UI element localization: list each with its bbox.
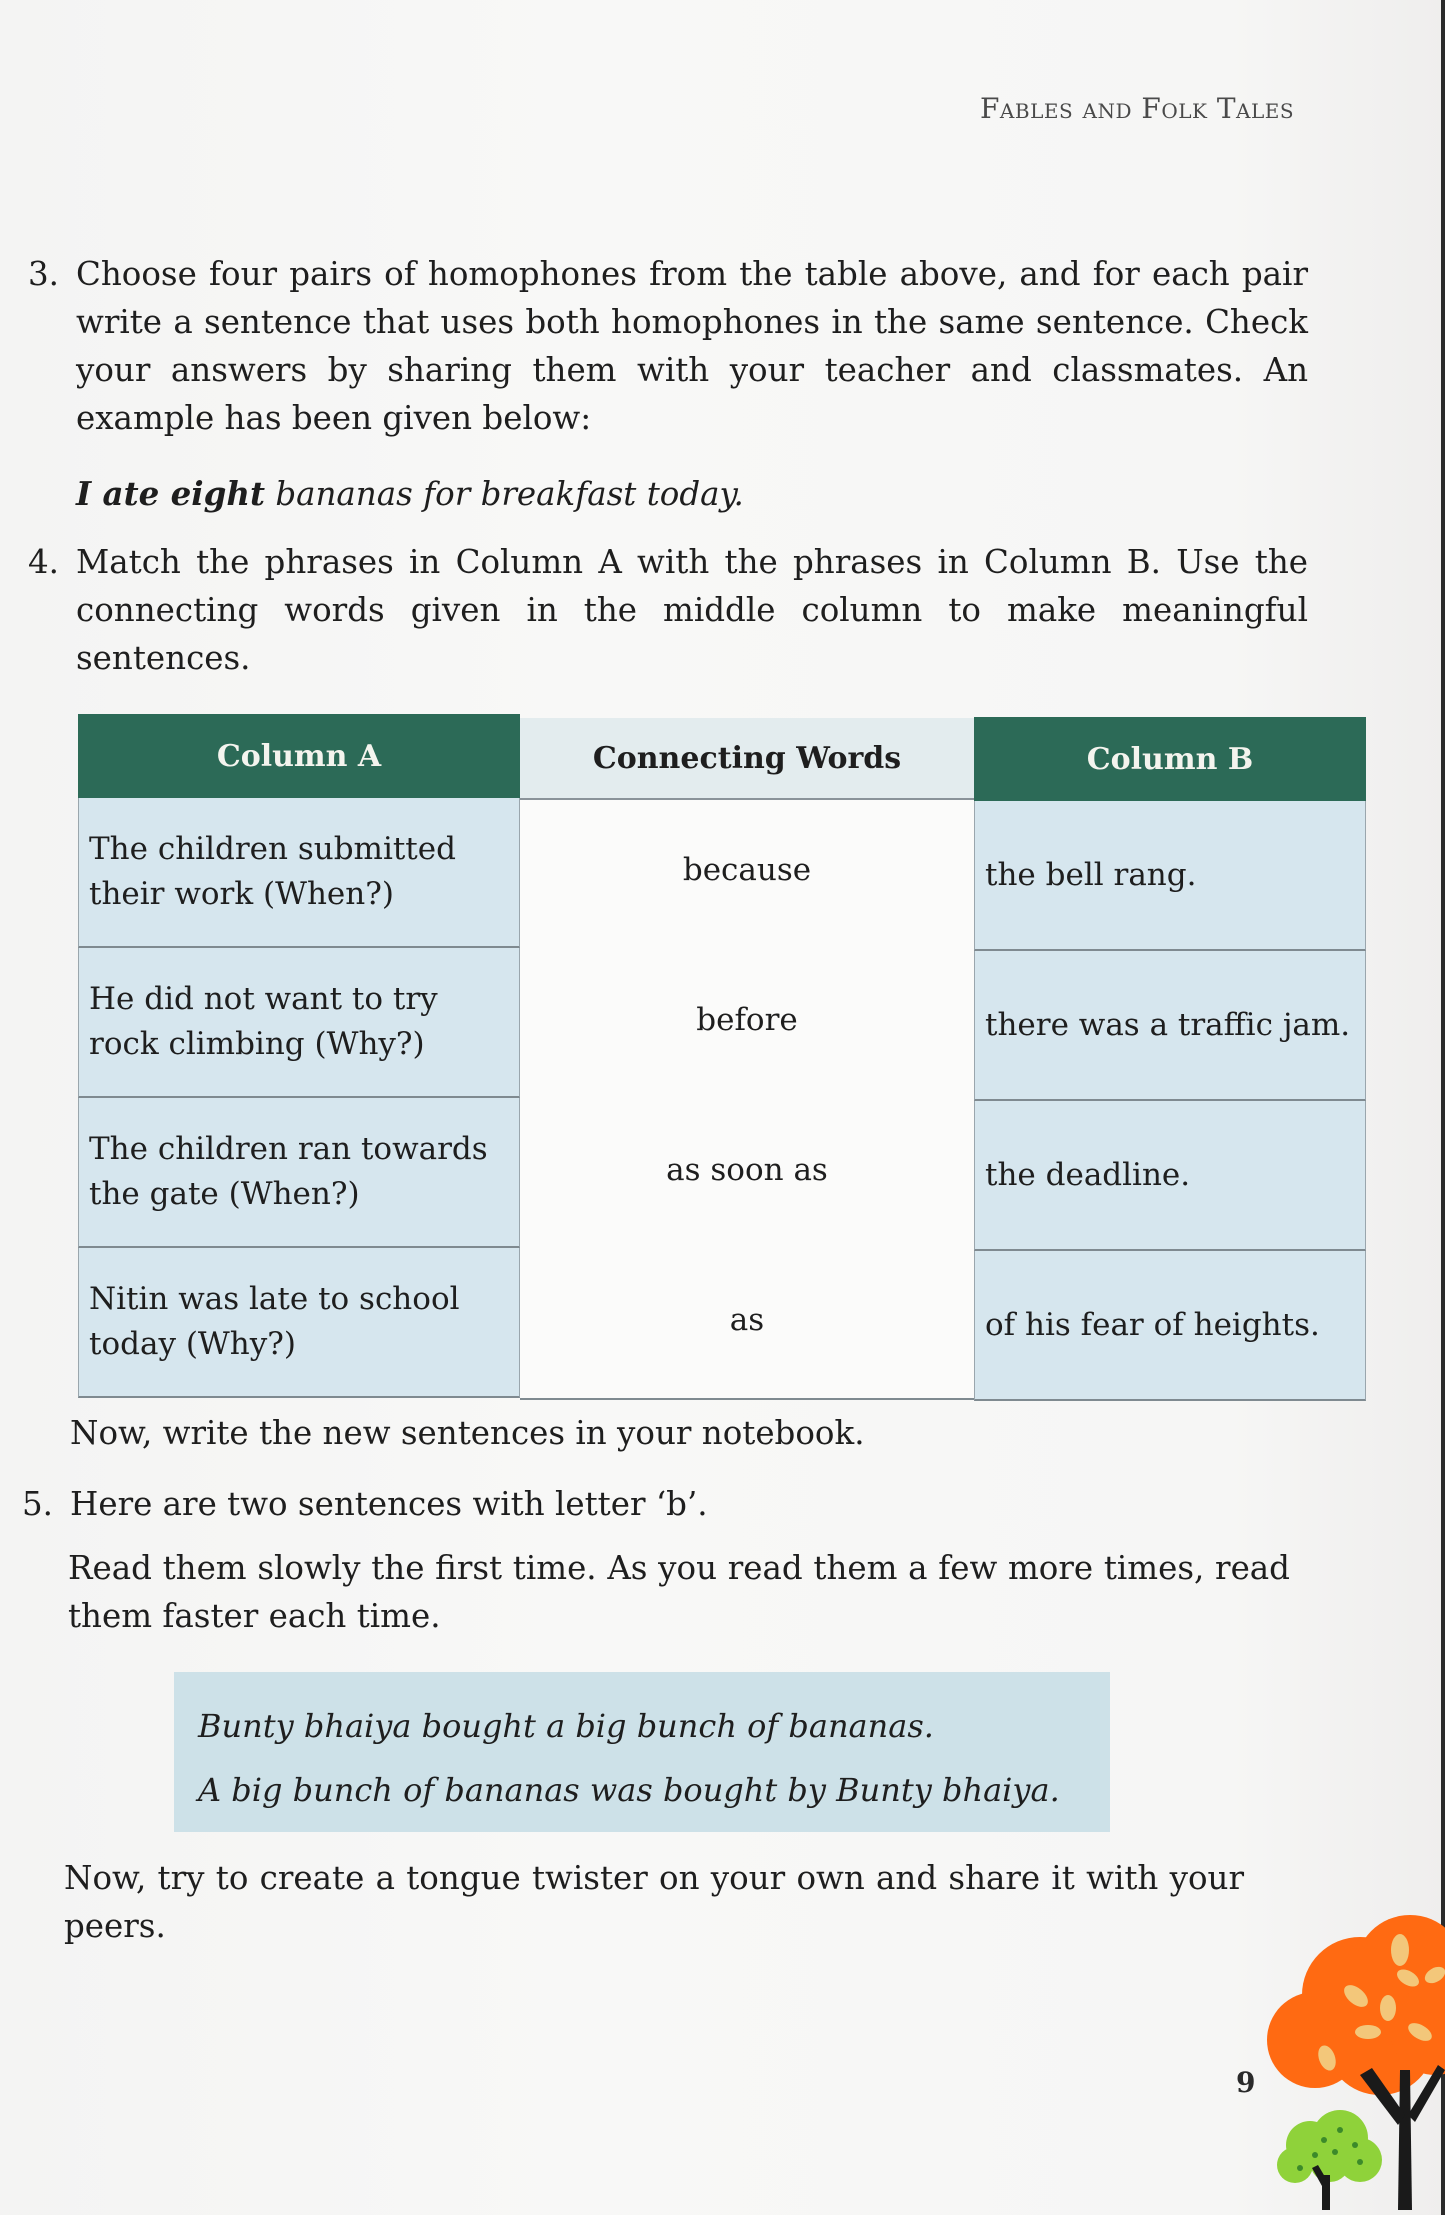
closing-instruction: Now, try to create a tongue twister on your own and share it with your peers. bbox=[64, 1859, 1244, 1945]
connecting-word: as soon as bbox=[666, 1151, 828, 1188]
question-number: 3. bbox=[28, 255, 60, 293]
page-edge bbox=[1441, 0, 1445, 2215]
tongue-twister-box bbox=[174, 1672, 1110, 1832]
reading-instruction: Read them slowly the first time. As you read them a few more times, read them faster each time. bbox=[68, 1549, 1290, 1635]
question-text: Choose four pairs of homophones from the table above, and for each pair write a sentence that uses both homophones in the same sentence. Check your answers by sharing them with your teacher and classmates. An example has been given below: bbox=[76, 255, 1308, 437]
column-a-header: Column A bbox=[78, 714, 520, 798]
column-a-cell: The children ran towards the gate (When?) bbox=[78, 1098, 520, 1248]
connecting-words-column bbox=[520, 714, 974, 1398]
table-followup-text: Now, write the new sentences in your notebook. bbox=[70, 1414, 865, 1452]
connecting-word: because bbox=[682, 851, 812, 888]
question-5 bbox=[22, 1480, 1302, 1528]
column-b-cell: the bell rang. bbox=[974, 801, 1366, 951]
question-3 bbox=[28, 250, 1308, 442]
question-number: 4. bbox=[28, 543, 60, 581]
column-b-header: Column B bbox=[974, 717, 1366, 801]
column-a-cell: He did not want to try rock climbing (Why?) bbox=[78, 948, 520, 1098]
example-rest: bananas for breakfast today. bbox=[264, 475, 744, 513]
tongue-twister-line: A big bunch of bananas was bought by Bunty bhaiya. bbox=[198, 1771, 1060, 1809]
connecting-words-cells bbox=[520, 800, 974, 1400]
matching-table bbox=[78, 714, 1351, 1398]
tongue-twister-line: Bunty bhaiya bought a big bunch of bananas. bbox=[198, 1707, 934, 1745]
trees-illustration-icon bbox=[1260, 1890, 1445, 2215]
page-number: 9 bbox=[1236, 2066, 1256, 2099]
column-a-cell: Nitin was late to school today (Why?) bbox=[78, 1248, 520, 1398]
example-sentence bbox=[76, 474, 744, 513]
question-text: Here are two sentences with letter ‘b’. bbox=[70, 1485, 708, 1523]
column-b-cell: there was a traffic jam. bbox=[974, 951, 1366, 1101]
column-b-cell: of his fear of heights. bbox=[974, 1251, 1366, 1401]
green-tree-icon bbox=[1277, 2110, 1382, 2210]
question-4 bbox=[28, 538, 1308, 682]
example-bold-homophones: I ate eight bbox=[76, 474, 265, 513]
column-a-cell: The children submitted their work (When?) bbox=[78, 798, 520, 948]
connecting-word: as bbox=[729, 1301, 765, 1338]
column-b bbox=[974, 714, 1366, 1398]
question-number: 5. bbox=[22, 1485, 54, 1523]
running-head: Fables and Folk Tales bbox=[980, 92, 1295, 125]
column-b-cell: the deadline. bbox=[974, 1101, 1366, 1251]
question-text: Match the phrases in Column A with the phrases in Column B. Use the connecting words given in the middle column to make meaningful sentences. bbox=[76, 543, 1308, 677]
connecting-word: before bbox=[696, 1001, 798, 1038]
connecting-words-header: Connecting Words bbox=[520, 718, 974, 800]
column-a bbox=[78, 714, 520, 1398]
